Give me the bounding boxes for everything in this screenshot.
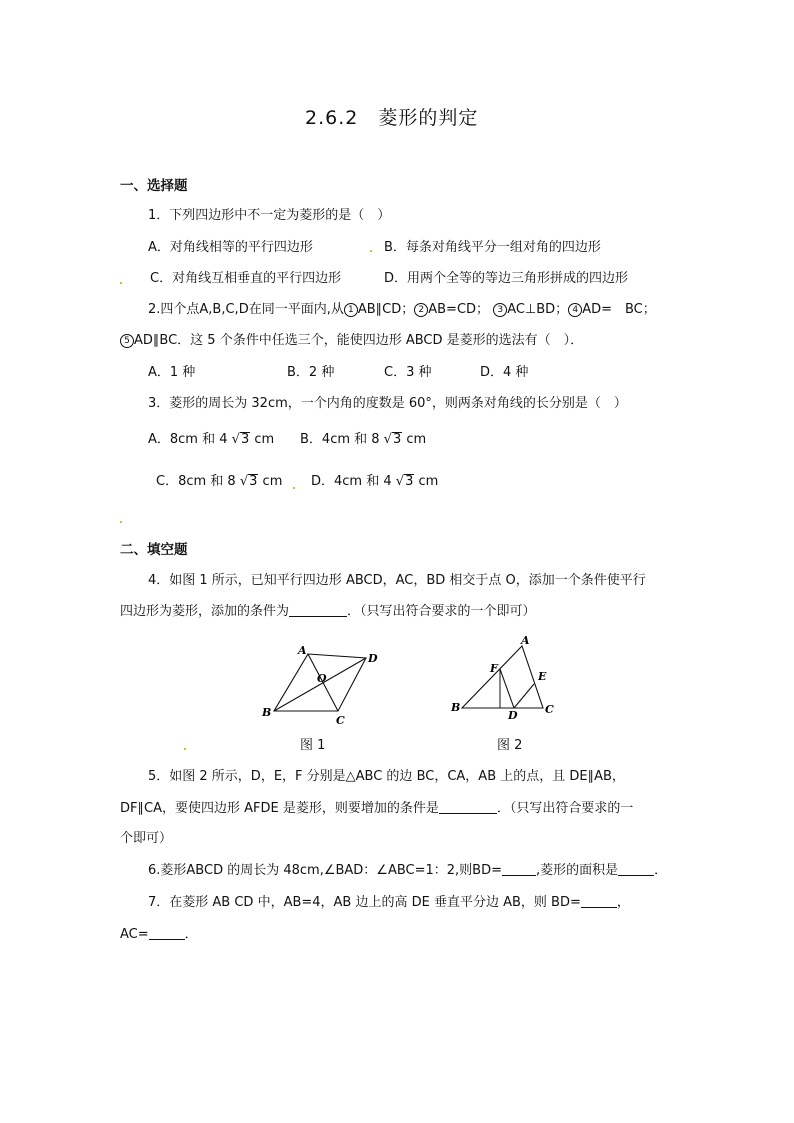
question-3-stem: 3．菱形的周长为 32cm，一个内角的度数是 60°，则两条对角线的长分别是（ ） [148, 396, 627, 411]
speck-mark [293, 487, 295, 489]
speck-mark [120, 521, 122, 523]
question-3-option-c: C．8cm 和 8 √3 cm [156, 474, 283, 489]
figure-1-caption: 图 1 [300, 738, 326, 753]
section-heading-fill: 二、填空题 [120, 542, 188, 558]
answer-blank-ac[interactable] [149, 927, 185, 940]
question-4-line-1: 4．如图 1 所示，已知平行四边形 ABCD，AC，BD 相交于点 O，添加一个条件使平行 [148, 573, 646, 588]
question-4-text: ．（只写出符合要求的一个即可） [347, 604, 536, 619]
circled-number-2: 2 [414, 303, 428, 317]
figure-2-triangle [448, 632, 563, 724]
question-3-option-a: A．8cm 和 4 √3 cm [148, 432, 275, 447]
question-2-option-c: C．3 种 [384, 365, 432, 380]
vertex-label-c: C [336, 714, 345, 727]
question-1-option-a: A．对角线相等的平行四边形 [148, 240, 313, 255]
vertex-label-f: F [490, 662, 498, 675]
question-6-text: 6.菱形ABCD 的周长为 48cm,∠BAD：∠ABC=1：2,则BD= [148, 863, 503, 878]
vertex-label-d: D [368, 652, 378, 665]
vertex-label-e: E [538, 670, 547, 683]
question-2-option-d: D．4 种 [480, 365, 529, 380]
speck-mark [184, 748, 186, 750]
question-1-option-b: B．每条对角线平分一组对角的四边形 [384, 240, 601, 255]
question-7-line-2 [120, 926, 198, 944]
section-heading-choice: 一、选择题 [120, 178, 188, 194]
question-4-text: 四边形为菱形，添加的条件为 [120, 604, 290, 619]
figure-2-caption: 图 2 [497, 738, 523, 753]
option-c-prefix: C．8cm 和 8 [156, 474, 236, 489]
question-7-text: AC= [120, 927, 149, 942]
radicand: 3 [405, 474, 414, 489]
question-7-text: ， [616, 895, 630, 910]
question-7-line-1 [148, 894, 630, 912]
question-3-option-b: B．4cm 和 8 √3 cm [300, 432, 427, 447]
speck-mark [120, 282, 122, 284]
question-3-option-d: D．4cm 和 4 √3 cm [311, 474, 439, 489]
answer-blank-area[interactable] [618, 863, 654, 876]
answer-blank-bd[interactable] [502, 863, 536, 876]
question-2-text: 2.四个点A,B,C,D在同一平面内,从 [148, 302, 344, 317]
question-1-stem: 1．下列四边形中不一定为菱形的是（ ） [148, 208, 391, 223]
unit: cm [262, 474, 283, 489]
question-1-option-c: C．对角线互相垂直的平行四边形 [150, 271, 342, 286]
option-a-prefix: A．8cm 和 4 [148, 432, 228, 447]
figure-1-parallelogram [258, 640, 388, 730]
segment-de [514, 684, 534, 708]
question-2-text: AC⊥BD； [507, 302, 569, 317]
question-5-line-3: 个即可） [120, 831, 173, 846]
question-5-text: ．（只写出符合要求的一 [496, 801, 634, 816]
question-7-text: ． [184, 927, 198, 942]
radicand: 3 [240, 432, 250, 447]
question-2-option-a: A．1 种 [148, 365, 196, 380]
vertex-label-d: D [508, 709, 518, 722]
unit: cm [406, 432, 427, 447]
radicand: 3 [249, 474, 258, 489]
question-2-text: AD∥BC．这 5 个条件中任选三个，能使四边形 ABCD 是菱形的选法有（ ）． [134, 333, 584, 348]
question-2-text: AB=CD； [428, 302, 490, 317]
question-5-text: DF∥CA，要使四边形 AFDE 是菱形，则要增加的条件是 [120, 801, 439, 816]
question-2-option-b: B．2 种 [287, 365, 335, 380]
option-d-prefix: D．4cm 和 4 [311, 474, 392, 489]
speck-mark [370, 250, 372, 252]
segment-df [500, 669, 514, 708]
circled-number-1: 1 [344, 303, 358, 317]
vertex-label-c: C [545, 703, 554, 716]
answer-blank[interactable] [439, 801, 497, 814]
question-4-line-2 [120, 603, 536, 621]
answer-blank-bd[interactable] [581, 895, 617, 908]
question-6 [148, 862, 667, 880]
question-5-line-1: 5．如图 2 所示，D，E，F 分别是△ABC 的边 BC，CA，AB 上的点，且 DE∥AB， [148, 769, 625, 784]
question-2-line-2 [120, 332, 583, 350]
unit: cm [254, 432, 275, 447]
option-b-prefix: B．4cm 和 8 [300, 432, 380, 447]
question-2-line-1 [148, 301, 656, 319]
question-2-text: AD= BC； [582, 302, 656, 317]
circled-number-4: 4 [568, 303, 582, 317]
circled-number-5: 5 [120, 334, 134, 348]
question-7-text: 7．在菱形 AB CD 中，AB=4，AB 边上的高 DE 垂直平分边 AB，则 BD= [148, 895, 581, 910]
circled-number-3: 3 [493, 303, 507, 317]
radicand: 3 [392, 432, 402, 447]
answer-blank[interactable] [289, 604, 347, 617]
question-1-option-d: D．用两个全等的等边三角形拼成的四边形 [384, 271, 629, 286]
vertex-label-a: A [521, 634, 530, 647]
vertex-label-b: B [262, 706, 272, 719]
vertex-label-b: B [451, 701, 461, 714]
vertex-label-o: O [317, 672, 327, 685]
question-6-text: ,菱形的面积是 [536, 863, 619, 878]
question-5-line-2 [120, 800, 633, 818]
question-6-text: ． [654, 863, 668, 878]
unit: cm [418, 474, 439, 489]
page-title: 2.6.2 菱形的判定 [305, 107, 479, 129]
vertex-label-a: A [298, 644, 307, 657]
question-2-text: AB∥CD； [357, 302, 415, 317]
